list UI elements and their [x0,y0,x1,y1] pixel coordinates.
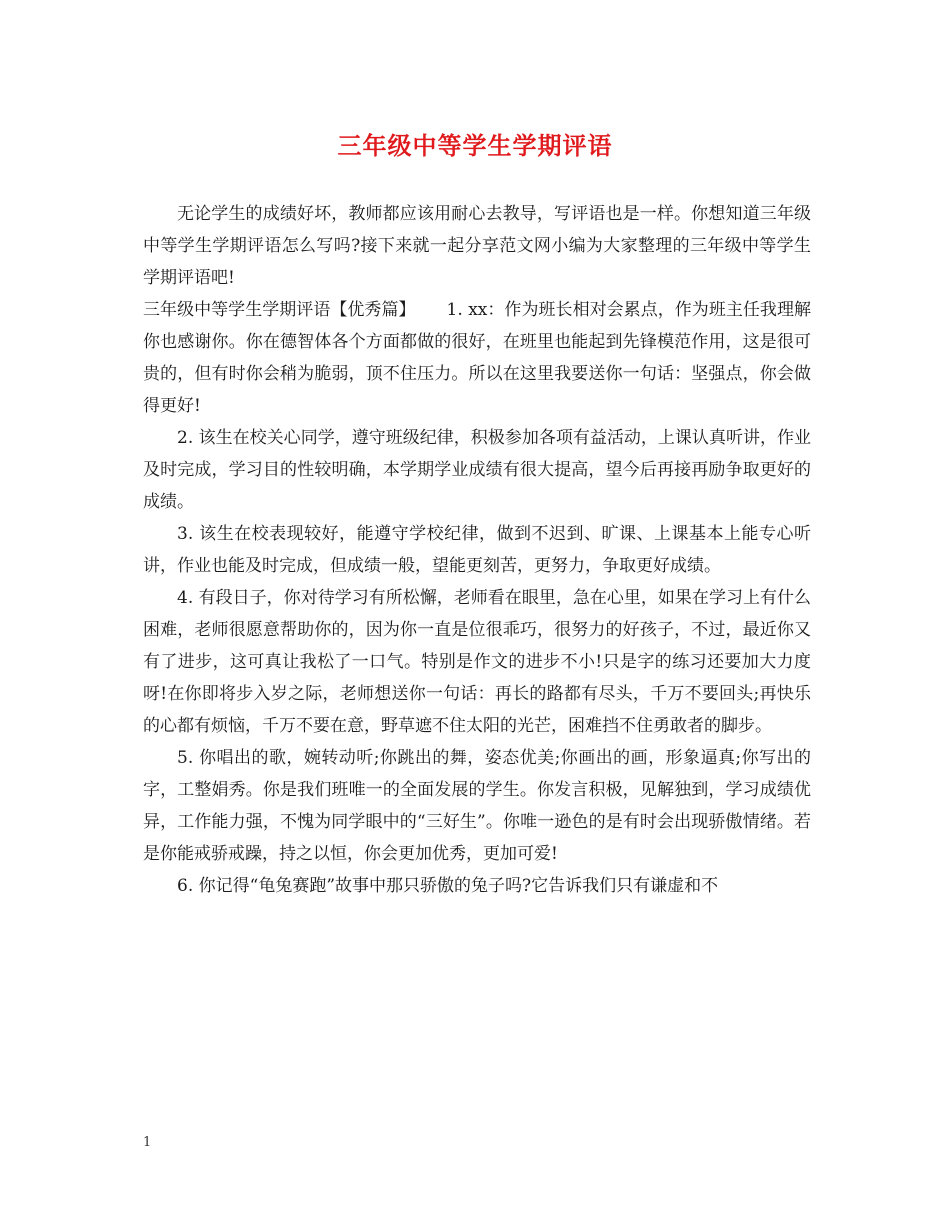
section-heading-paragraph: 三年级中等学生学期评语【优秀篇】 1. xx：作为班长相对会累点，作为班主任我理解你也感谢你。你在德智体各个方面都做的很好，在班里也能起到先锋模范作用，这是很可贵的，但有时你会稍为脆弱，顶不住压力。所以在这里我要送你一句话：坚强点，你会做得更好! [143,300,811,416]
intro-paragraph: 无论学生的成绩好坏，教师都应该用耐心去教导，写评语也是一样。你想知道三年级中等学生学期评语怎么写吗?接下来就一起分享范文网小编为大家整理的三年级中等学生学期评语吧! [143,204,811,288]
comment-paragraph-4: 4. 有段日子，你对待学习有所松懈，老师看在眼里，急在心里，如果在学习上有什么困难，老师很愿意帮助你的，因为你一直是位很乖巧，很努力的好孩子，不过，最近你又有了进步，这可真让我松了一口气。特别是作文的进步不小!只是字的练习还要加大力度呀!在你即将步入岁之际，老师想送你一句话：再长的路都有尽头，千万不要回头;再快乐的心都有烦恼，千万不要在意，野草遮不住太阳的光芒，困难挡不住勇敢者的脚步。 [143,588,811,736]
page-title: 三年级中等学生学期评语 [337,131,613,160]
comment-paragraph-5: 5. 你唱出的歌，婉转动听;你跳出的舞，姿态优美;你画出的画，形象逼真;你写出的字，工整娟秀。你是我们班唯一的全面发展的学生。你发言积极，见解独到，学习成绩优异，工作能力强，不愧为同学眼中的“三好生”。你唯一逊色的是有时会出现骄傲情绪。若是你能戒骄戒躁，持之以恒，你会更加优秀，更加可爱! [143,748,811,864]
comment-paragraph-2: 2. 该生在校关心同学，遵守班级纪律，积极参加各项有益活动，上课认真听讲，作业及时完成，学习目的性较明确，本学期学业成绩有很大提高，望今后再接再励争取更好的成绩。 [143,428,811,512]
page-number: 1 [143,1135,152,1150]
comment-paragraph-3: 3. 该生在校表现较好，能遵守学校纪律，做到不迟到、旷课、上课基本上能专心听讲，作业也能及时完成，但成绩一般，望能更刻苦，更努力，争取更好成绩。 [143,524,811,576]
comment-paragraph-6: 6. 你记得“龟兔赛跑”故事中那只骄傲的兔子吗?它告诉我们只有谦虚和不 [177,876,719,896]
document-body [143,198,811,902]
